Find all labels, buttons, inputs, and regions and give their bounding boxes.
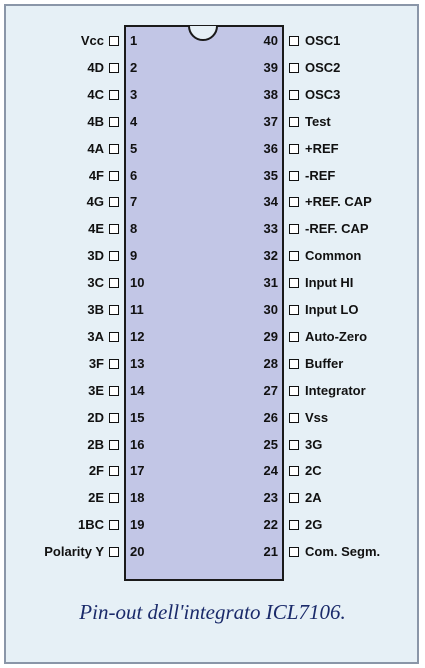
pin-terminal: [109, 466, 119, 476]
pin-label: 4E: [88, 221, 104, 237]
pin-label: -REF. CAP: [305, 221, 369, 237]
pin-terminal: [289, 251, 299, 261]
right-pin-row: [305, 542, 415, 562]
left-pin-row: [0, 354, 104, 374]
left-pin-row: [0, 246, 104, 266]
pin-number: 32: [263, 248, 278, 264]
pin-number: 31: [263, 275, 278, 291]
left-pin-row: [0, 461, 104, 481]
pin-terminal: [289, 197, 299, 207]
pin-label: 3A: [87, 328, 104, 344]
pin-label: 2E: [88, 490, 104, 506]
left-pin-row: [0, 85, 104, 105]
pin-terminal: [109, 386, 119, 396]
right-pin-row: [305, 461, 415, 481]
pin-label: 4G: [86, 194, 104, 210]
pin-terminal: [289, 359, 299, 369]
pin-label: 3G: [305, 436, 323, 452]
pin-number: 15: [130, 409, 145, 425]
pin-terminal: [289, 466, 299, 476]
pin-label: -REF: [305, 167, 336, 183]
right-pin-row: [305, 85, 415, 105]
pin-label: Input LO: [305, 302, 359, 317]
pin-terminal: [289, 547, 299, 557]
right-pin-row: [305, 139, 415, 159]
pin-number: 5: [130, 140, 138, 156]
pin-label: 3B: [87, 302, 104, 317]
pin-number: 29: [263, 328, 278, 344]
pin-label: Com. Segm.: [305, 544, 381, 560]
pin-number: 12: [130, 328, 145, 344]
pin-number: 22: [263, 517, 278, 533]
right-pin-row: [305, 166, 415, 186]
pin-number: 7: [130, 194, 138, 210]
right-pin-row: [305, 58, 415, 78]
pin-label: 2B: [87, 436, 104, 452]
pin-terminal: [109, 251, 119, 261]
left-pin-row: [0, 327, 104, 347]
pin-number: 1: [130, 33, 138, 48]
left-pin-row: [0, 166, 104, 186]
pin-label: 2D: [87, 409, 104, 425]
pin-terminal: [289, 440, 299, 450]
pin-number: 34: [263, 194, 278, 210]
left-pin-row: [0, 273, 104, 293]
right-pin-row: [305, 408, 415, 428]
pin-label: 3C: [87, 275, 104, 291]
right-pin-row: [305, 300, 415, 320]
pin-number: 27: [263, 382, 278, 398]
pin-label: 4F: [88, 167, 104, 183]
chip-notch: [186, 25, 220, 45]
pin-terminal: [289, 386, 299, 396]
pin-label: Common: [305, 248, 362, 264]
pin-label: 3E: [88, 382, 104, 398]
pin-label: Vss: [305, 409, 329, 425]
diagram-caption: Pin-out dell'integrato ICL7106.: [79, 600, 346, 624]
left-pin-row: [0, 435, 104, 455]
pin-number: 40: [263, 33, 278, 48]
left-pin-row: [0, 488, 104, 508]
pin-terminal: [109, 413, 119, 423]
pin-label: 2G: [305, 517, 323, 533]
right-pin-row: [305, 488, 415, 508]
right-pin-row: [305, 354, 415, 374]
right-pin-row: [305, 435, 415, 455]
pin-label: +REF: [305, 140, 339, 156]
pin-label: OSC3: [305, 86, 341, 102]
pin-terminal: [109, 63, 119, 73]
right-pin-row: [305, 273, 415, 293]
left-pin-row: [0, 31, 104, 51]
pin-number: 38: [263, 86, 278, 102]
pin-label: 1BC: [77, 517, 104, 533]
pin-label: +REF. CAP: [305, 194, 372, 210]
pin-label: 3F: [88, 355, 104, 371]
pin-terminal: [109, 144, 119, 154]
pin-terminal: [109, 36, 119, 46]
pin-label: 2F: [88, 463, 104, 479]
pin-terminal: [289, 117, 299, 127]
pin-number: 36: [263, 140, 278, 156]
pin-terminal: [289, 63, 299, 73]
left-pin-row: [0, 515, 104, 535]
pin-number: 3: [130, 86, 138, 102]
pin-label: Integrator: [305, 382, 366, 398]
pin-terminal: [109, 171, 119, 181]
pin-terminal: [109, 547, 119, 557]
pin-terminal: [109, 332, 119, 342]
left-pin-row: [0, 408, 104, 428]
pin-number: 4: [130, 113, 138, 129]
pin-number: 33: [263, 221, 278, 237]
right-pin-row: [305, 515, 415, 535]
pin-label: OSC1: [305, 33, 341, 48]
right-pin-row: [305, 327, 415, 347]
pin-terminal: [289, 278, 299, 288]
pin-number: 14: [130, 382, 145, 398]
pin-number: 11: [130, 302, 144, 317]
right-pin-row: [305, 192, 415, 212]
pin-number: 10: [130, 275, 145, 291]
pin-label: Auto-Zero: [305, 328, 368, 344]
pin-number: 19: [130, 517, 145, 533]
pin-label: 4B: [87, 113, 104, 129]
pin-label: 4D: [87, 59, 104, 75]
pin-label: Test: [305, 113, 331, 129]
pin-label: Buffer: [305, 355, 344, 371]
pin-number: 2: [130, 59, 138, 75]
pin-terminal: [289, 171, 299, 181]
pin-number: 20: [130, 544, 145, 560]
pin-number: 39: [263, 59, 278, 75]
pin-number: 21: [263, 544, 278, 560]
pin-number: 24: [263, 463, 278, 479]
pin-number: 28: [263, 355, 278, 371]
pin-terminal: [289, 36, 299, 46]
pin-label: Polarity Y: [44, 544, 104, 560]
pin-terminal: [289, 305, 299, 315]
pin-terminal: [289, 413, 299, 423]
left-pin-row: [0, 58, 104, 78]
right-pin-row: [305, 31, 415, 51]
pin-terminal: [109, 440, 119, 450]
pin-number: 9: [130, 248, 138, 264]
right-pin-row: [305, 112, 415, 132]
right-pin-row: [305, 219, 415, 239]
pin-number: 6: [130, 167, 138, 183]
pin-terminal: [109, 359, 119, 369]
pin-label: 4A: [87, 140, 104, 156]
pin-terminal: [109, 117, 119, 127]
pin-number: 23: [263, 490, 278, 506]
right-pin-row: [305, 381, 415, 401]
pin-number: 30: [263, 302, 278, 317]
pin-number: 17: [130, 463, 145, 479]
left-pin-row: [0, 219, 104, 239]
pin-label: Vcc: [80, 33, 104, 48]
pin-number: 13: [130, 355, 145, 371]
pin-label: 3D: [87, 248, 104, 264]
pin-number: 16: [130, 436, 145, 452]
pin-number: 8: [130, 221, 138, 237]
pin-terminal: [109, 305, 119, 315]
pin-terminal: [289, 493, 299, 503]
pin-number: 35: [263, 167, 278, 183]
pin-terminal: [289, 224, 299, 234]
pin-terminal: [109, 90, 119, 100]
pin-terminal: [109, 493, 119, 503]
pin-label: 2C: [305, 463, 322, 479]
pin-label: 4C: [87, 86, 104, 102]
pin-terminal: [289, 144, 299, 154]
pin-terminal: [109, 278, 119, 288]
pin-terminal: [289, 332, 299, 342]
pin-number: 18: [130, 490, 145, 506]
pin-terminal: [109, 224, 119, 234]
pin-label: Input HI: [305, 275, 354, 291]
pin-number: 26: [263, 409, 278, 425]
pin-label: 2A: [305, 490, 322, 506]
left-pin-row: [0, 300, 104, 320]
pin-terminal: [109, 520, 119, 530]
left-pin-row: [0, 139, 104, 159]
pin-terminal: [109, 197, 119, 207]
left-pin-row: [0, 112, 104, 132]
pin-terminal: [289, 520, 299, 530]
pin-number: 25: [263, 436, 278, 452]
right-pin-row: [305, 246, 415, 266]
left-pin-row: [0, 192, 104, 212]
pin-label: OSC2: [305, 59, 341, 75]
left-pin-row: [0, 542, 104, 562]
pin-terminal: [289, 90, 299, 100]
pin-number: 37: [263, 113, 278, 129]
left-pin-row: [0, 381, 104, 401]
